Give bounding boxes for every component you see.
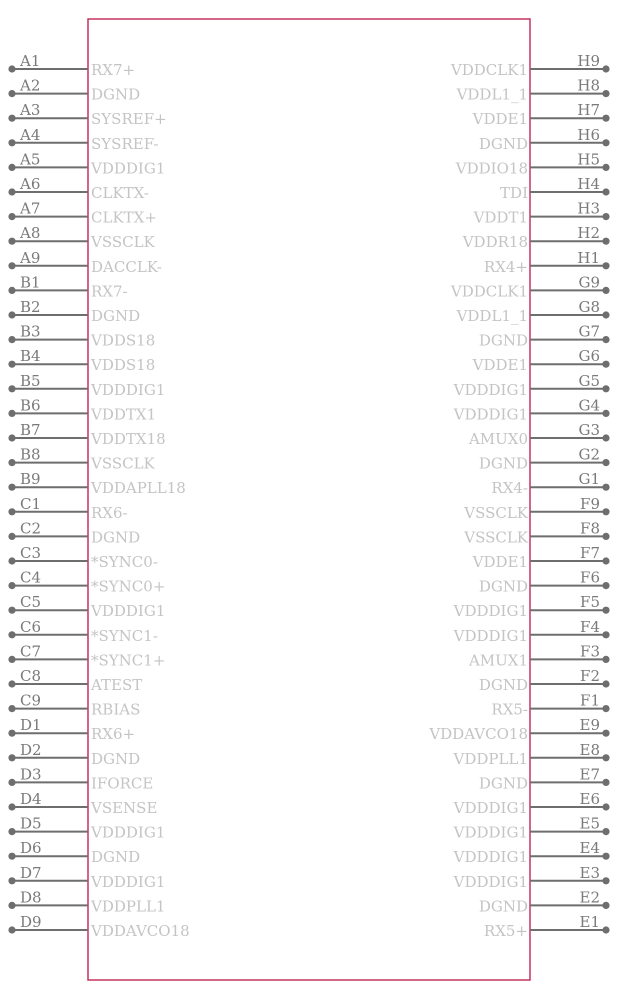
pin-endpoint [602, 336, 609, 343]
pin-endpoint [602, 631, 609, 638]
pin-name: DGND [478, 577, 528, 596]
pin-endpoint [8, 115, 15, 122]
pin-name: *SYNC0- [91, 553, 158, 571]
pin-name: VDDPLL1 [453, 749, 528, 768]
pin-name: DGND [478, 454, 528, 473]
pin-number: A2 [20, 76, 41, 95]
pin-name: DGND [478, 897, 528, 916]
pin-endpoint [8, 213, 15, 220]
pin-name: CLKTX+ [91, 208, 157, 227]
pin-endpoint [8, 680, 15, 687]
pin-name: VSSCLK [91, 233, 155, 252]
pin-name: VDDS18 [91, 356, 156, 375]
pin-number: G2 [578, 445, 600, 464]
pin-number: B6 [20, 396, 41, 415]
pin-name: VDDL1_1 [456, 85, 528, 104]
pin-number: A3 [20, 101, 41, 120]
pin-number: A4 [20, 125, 41, 144]
pin-name: ATEST [91, 676, 143, 694]
pin-number: H4 [577, 175, 600, 193]
pin-endpoint [8, 139, 15, 146]
pin-endpoint [8, 656, 15, 663]
pin-name: VDDIO18 [455, 159, 528, 178]
pin-name: VDDDIG1 [91, 823, 166, 842]
pin-endpoint [602, 828, 609, 835]
pin-endpoint [602, 705, 609, 712]
pin-name: VSSCLK [91, 454, 155, 473]
pin-number: D1 [20, 716, 42, 735]
pin-number: D5 [20, 814, 42, 833]
pin-name: RX7+ [91, 61, 136, 79]
pin-number: D4 [20, 790, 42, 808]
pin-number: D8 [20, 888, 42, 907]
pin-endpoint [8, 730, 15, 737]
pin-endpoint [602, 877, 609, 884]
pin-endpoint [8, 65, 15, 72]
pin-number: H6 [577, 125, 600, 144]
pin-endpoint [8, 803, 15, 810]
pin-number: C1 [20, 494, 42, 513]
pin-endpoint [602, 434, 609, 441]
pin-number: A7 [20, 199, 41, 218]
pin-number: F5 [580, 593, 600, 612]
pin-number: F3 [580, 642, 600, 661]
pin-endpoint [8, 926, 15, 933]
pin-number: G7 [578, 322, 600, 341]
pin-endpoint [602, 508, 609, 515]
pin-name: VDDCLK1 [450, 61, 528, 79]
pin-number: G3 [578, 421, 600, 439]
pin-number: H3 [577, 199, 600, 218]
pin-name: VDDE1 [472, 553, 528, 571]
pin-number: A1 [20, 52, 41, 70]
pin-name: RX6+ [91, 725, 136, 744]
pin-endpoint [8, 410, 15, 417]
pin-name: DGND [91, 528, 141, 547]
pin-name: VDDDIG1 [453, 823, 528, 842]
pin-number: H5 [577, 150, 600, 169]
pin-number: E4 [579, 839, 600, 858]
pin-number: B4 [20, 347, 41, 366]
pin-endpoint [602, 607, 609, 614]
pin-number: D9 [20, 913, 42, 931]
pin-endpoint [8, 877, 15, 884]
pin-endpoint [8, 607, 15, 614]
pin-endpoint [602, 262, 609, 269]
pin-number: B7 [20, 421, 41, 439]
pin-endpoint [602, 410, 609, 417]
pin-name: *SYNC1+ [91, 651, 166, 670]
pin-number: D6 [20, 839, 42, 858]
pin-name: DGND [478, 134, 528, 153]
pin-endpoint [8, 188, 15, 195]
pin-endpoint [8, 90, 15, 97]
pin-number: F8 [580, 519, 600, 538]
pin-endpoint [8, 902, 15, 909]
pin-number: C6 [20, 617, 42, 636]
pin-number: C2 [20, 519, 42, 538]
pin-name: VDDR18 [462, 233, 528, 252]
pin-endpoint [602, 754, 609, 761]
pin-endpoint [8, 459, 15, 466]
pin-number: E6 [579, 790, 600, 808]
pin-endpoint [8, 311, 15, 318]
pin-name: DGND [478, 331, 528, 350]
pin-number: F2 [580, 667, 600, 685]
pin-name: VDDAVCO18 [429, 725, 528, 744]
pin-name: VSSCLK [464, 503, 528, 522]
pin-name: VDDDIG1 [91, 380, 166, 399]
pin-endpoint [602, 853, 609, 860]
pin-number: B9 [20, 470, 41, 489]
pin-name: VSENSE [91, 799, 158, 817]
pin-name: VDDPLL1 [91, 897, 166, 916]
pin-endpoint [602, 213, 609, 220]
pin-name: VDDDIG1 [453, 602, 528, 621]
pin-name: SYSREF- [91, 134, 159, 153]
pin-endpoint [8, 828, 15, 835]
pin-name: VDDTX18 [91, 430, 166, 448]
pin-name: VDDDIG1 [453, 626, 528, 645]
pin-number: C3 [20, 544, 42, 562]
pin-endpoint [602, 582, 609, 589]
pin-name: VDDDIG1 [453, 848, 528, 867]
pin-number: G4 [578, 396, 600, 415]
pin-endpoint [8, 385, 15, 392]
pin-name: RX6- [91, 503, 128, 522]
pin-name: VSSCLK [464, 528, 528, 547]
pin-endpoint [602, 385, 609, 392]
pin-name: DGND [91, 848, 141, 867]
pin-number: D2 [20, 740, 42, 759]
pin-endpoint [602, 656, 609, 663]
pin-endpoint [602, 164, 609, 171]
pin-endpoint [8, 631, 15, 638]
pin-number: E7 [579, 765, 600, 784]
pin-number: C4 [20, 568, 42, 587]
pin-name: *SYNC1- [91, 626, 158, 645]
pin-number: F4 [580, 617, 600, 636]
pin-name: VDDE1 [472, 110, 528, 129]
pin-name: VDDAPLL18 [91, 479, 186, 498]
pin-name: DGND [478, 676, 528, 694]
pin-number: E8 [579, 740, 600, 759]
pin-name: AMUX0 [468, 430, 528, 448]
pin-endpoint [8, 262, 15, 269]
pin-endpoint [602, 902, 609, 909]
pin-name: RX5+ [483, 922, 528, 940]
pin-number: B8 [20, 445, 41, 464]
pin-name: VDDT1 [473, 208, 528, 227]
pin-endpoint [8, 508, 15, 515]
pin-name: VDDAVCO18 [91, 922, 190, 940]
pin-number: E3 [579, 863, 600, 882]
pin-endpoint [602, 533, 609, 540]
pin-name: VDDE1 [472, 356, 528, 375]
pin-name: VDDDIG1 [91, 872, 166, 891]
pin-name: RX5- [491, 700, 528, 719]
pin-number: G9 [578, 273, 600, 292]
pin-name: VDDDIG1 [91, 159, 166, 178]
pin-endpoint [602, 115, 609, 122]
pin-endpoint [8, 533, 15, 540]
pin-number: D7 [20, 863, 42, 882]
pin-endpoint [602, 557, 609, 564]
pin-endpoint [8, 287, 15, 294]
pin-endpoint [8, 164, 15, 171]
pin-endpoint [8, 238, 15, 245]
pin-endpoint [602, 484, 609, 491]
pin-name: AMUX1 [468, 651, 528, 670]
pin-number: A8 [20, 224, 41, 243]
pin-name: VDDCLK1 [450, 282, 528, 301]
pin-endpoint [602, 139, 609, 146]
pin-name: IFORCE [91, 774, 154, 793]
pin-number: A9 [20, 248, 41, 267]
pin-endpoint [602, 926, 609, 933]
pin-number: H7 [577, 101, 600, 120]
pin-name: DGND [91, 85, 141, 104]
pin-name: VDDL1_1 [456, 307, 528, 325]
pin-endpoint [8, 361, 15, 368]
pin-endpoint [602, 287, 609, 294]
pin-number: E1 [579, 913, 600, 931]
pin-number: H9 [577, 52, 600, 70]
pin-endpoint [602, 188, 609, 195]
pin-number: C9 [20, 691, 42, 710]
pin-endpoint [8, 779, 15, 786]
pin-name: *SYNC0+ [91, 577, 166, 596]
pin-name: DACCLK- [91, 257, 162, 276]
pin-endpoint [8, 853, 15, 860]
pin-endpoint [602, 459, 609, 466]
pin-number: G1 [578, 470, 600, 489]
pin-endpoint [602, 65, 609, 72]
pin-endpoint [8, 336, 15, 343]
pin-number: A6 [20, 175, 41, 193]
pin-number: C5 [20, 593, 42, 612]
pin-name: DGND [478, 774, 528, 793]
pin-endpoint [602, 90, 609, 97]
pin-endpoint [602, 730, 609, 737]
pin-endpoint [602, 779, 609, 786]
pin-name: VDDS18 [91, 331, 156, 350]
pin-number: C8 [20, 667, 42, 685]
pin-name: RBIAS [91, 700, 141, 719]
pin-number: B5 [20, 371, 41, 390]
pin-endpoint [8, 705, 15, 712]
pin-name: VDDDIG1 [453, 380, 528, 399]
pin-endpoint [8, 754, 15, 761]
pin-number: G5 [578, 371, 600, 390]
pin-endpoint [8, 484, 15, 491]
pin-name: RX4+ [483, 257, 528, 276]
pin-number: D3 [20, 765, 42, 784]
pin-name: VDDDIG1 [453, 799, 528, 817]
pin-number: H1 [577, 248, 600, 267]
pin-name: VDDDIG1 [91, 602, 166, 621]
pin-number: A5 [20, 150, 41, 169]
pin-number: F9 [580, 494, 600, 513]
pin-name: RX4- [491, 479, 528, 498]
pin-name: VDDTX1 [91, 405, 157, 424]
pin-number: B3 [20, 322, 41, 341]
pin-number: H2 [577, 224, 600, 243]
pin-endpoint [602, 238, 609, 245]
pin-endpoint [8, 434, 15, 441]
pin-number: B2 [20, 298, 41, 316]
pin-endpoint [602, 803, 609, 810]
pin-name: CLKTX- [91, 184, 149, 202]
pin-number: F7 [580, 544, 600, 562]
pin-endpoint [602, 680, 609, 687]
pin-number: F6 [580, 568, 600, 587]
pin-number: B1 [20, 273, 41, 292]
pin-name: DGND [91, 749, 141, 768]
pin-name: VDDDIG1 [453, 872, 528, 891]
pin-number: E9 [579, 716, 600, 735]
pin-endpoint [8, 582, 15, 589]
pin-name: SYSREF+ [91, 110, 167, 129]
pin-number: G8 [578, 298, 600, 316]
pin-number: E2 [579, 888, 600, 907]
pin-name: DGND [91, 307, 141, 325]
pin-name: RX7- [91, 282, 128, 301]
pin-number: G6 [578, 347, 600, 366]
pin-name: TDI [500, 184, 528, 202]
pin-number: H8 [577, 76, 600, 95]
pin-number: E5 [579, 814, 600, 833]
pin-endpoint [602, 311, 609, 318]
pin-endpoint [8, 557, 15, 564]
pin-number: C7 [20, 642, 42, 661]
pin-endpoint [602, 361, 609, 368]
pin-name: VDDDIG1 [453, 405, 528, 424]
pin-number: F1 [580, 691, 600, 710]
